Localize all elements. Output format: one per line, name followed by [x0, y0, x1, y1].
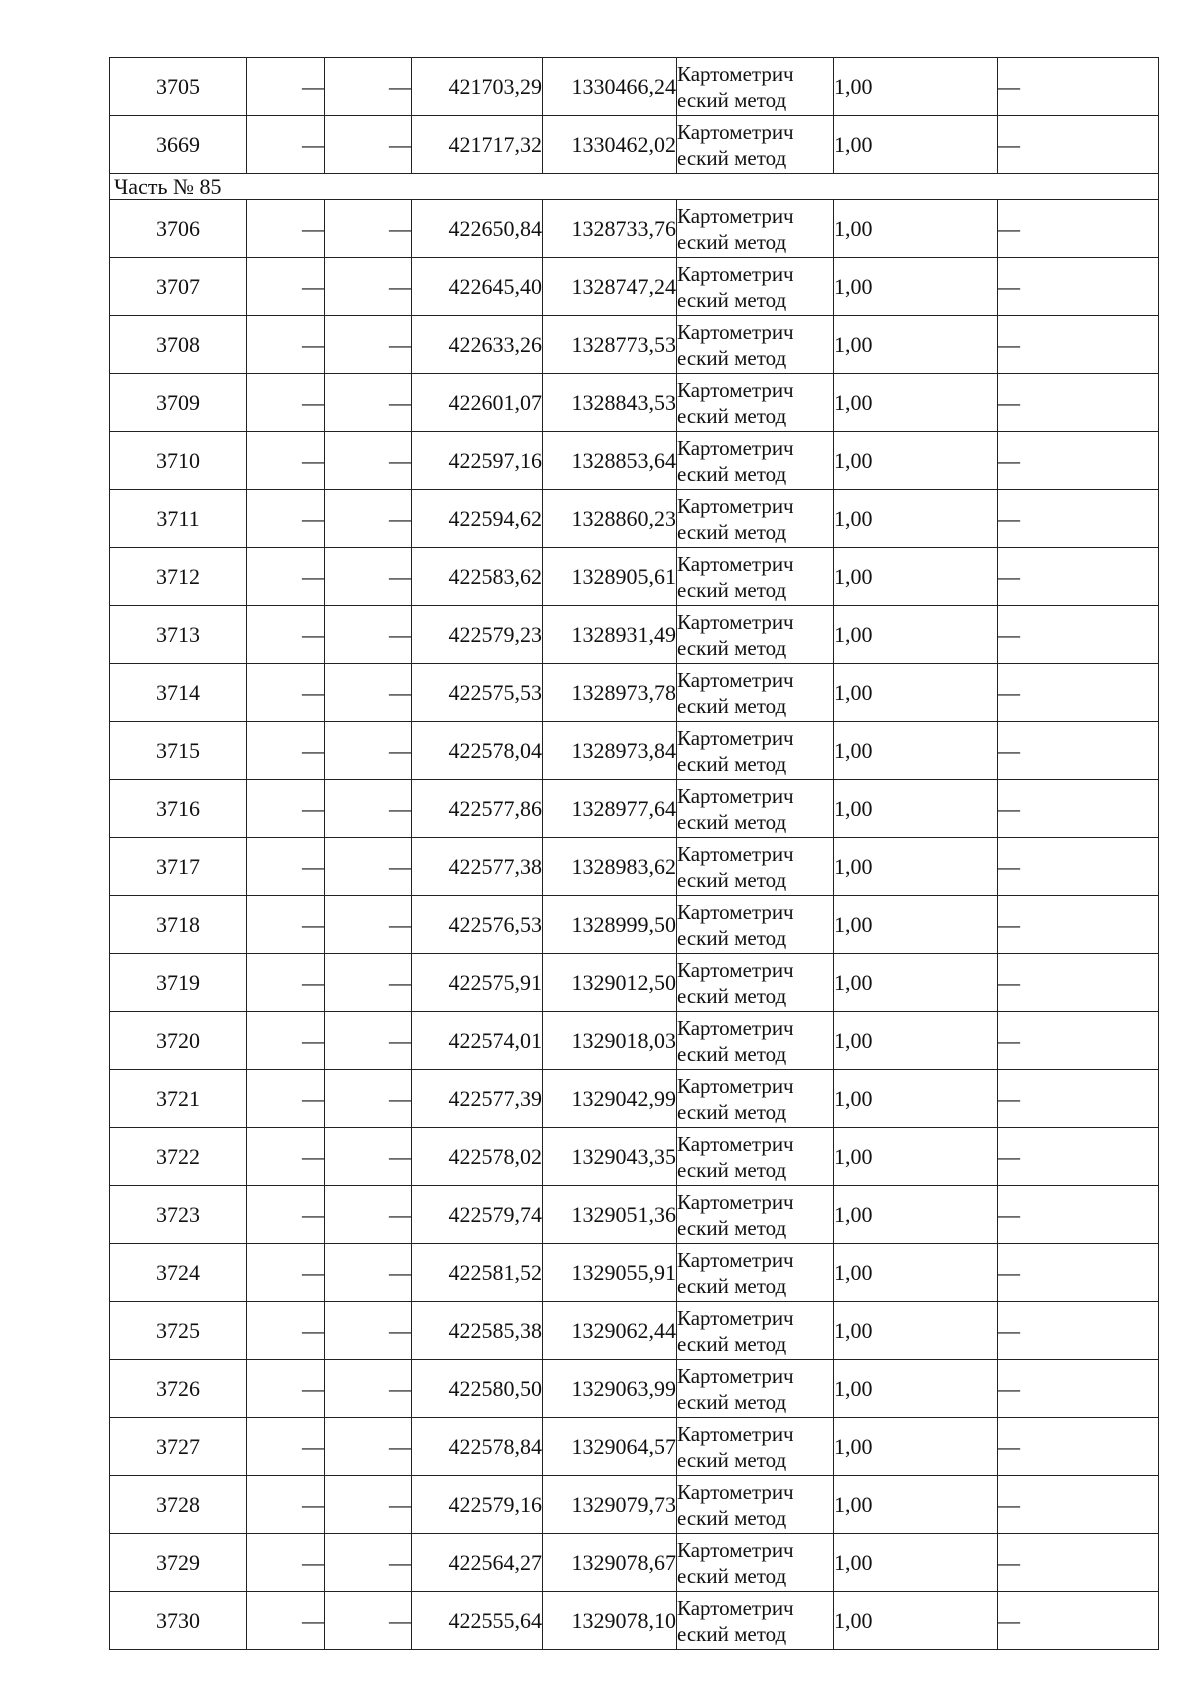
accuracy-cell: 1,00: [834, 1592, 998, 1650]
accuracy-cell: 1,00: [834, 116, 998, 174]
old-y-cell: —: [325, 548, 412, 606]
old-y-cell: —: [325, 258, 412, 316]
accuracy-cell: 1,00: [834, 838, 998, 896]
table-row: [110, 722, 1159, 780]
point-number-cell: 3730: [110, 1592, 247, 1650]
point-number-cell: 3721: [110, 1070, 247, 1128]
y-coordinate-cell: 1329055,91: [543, 1244, 677, 1302]
description-cell: —: [998, 1244, 1159, 1302]
table-row: [110, 1070, 1159, 1128]
y-coordinate-cell: 1329042,99: [543, 1070, 677, 1128]
description-cell: —: [998, 954, 1159, 1012]
description-cell: —: [998, 606, 1159, 664]
method-cell: Картометрич еский метод: [677, 664, 834, 722]
old-x-cell: —: [247, 1476, 325, 1534]
description-cell: —: [998, 1592, 1159, 1650]
old-y-cell: —: [325, 316, 412, 374]
description-cell: —: [998, 896, 1159, 954]
x-coordinate-cell: 422578,02: [412, 1128, 543, 1186]
method-cell: Картометрич еский метод: [677, 722, 834, 780]
part-label: Часть № 85: [110, 174, 1159, 200]
description-cell: —: [998, 1070, 1159, 1128]
point-number-cell: 3724: [110, 1244, 247, 1302]
old-x-cell: —: [247, 1244, 325, 1302]
x-coordinate-cell: 422633,26: [412, 316, 543, 374]
description-cell: —: [998, 1534, 1159, 1592]
method-cell: Картометрич еский метод: [677, 432, 834, 490]
table-row: [110, 548, 1159, 606]
x-coordinate-cell: 422564,27: [412, 1534, 543, 1592]
point-number-cell: 3705: [110, 58, 247, 116]
old-x-cell: —: [247, 548, 325, 606]
accuracy-cell: 1,00: [834, 1534, 998, 1592]
x-coordinate-cell: 422581,52: [412, 1244, 543, 1302]
old-y-cell: —: [325, 1592, 412, 1650]
description-cell: —: [998, 780, 1159, 838]
old-x-cell: —: [247, 200, 325, 258]
x-coordinate-cell: 422577,39: [412, 1070, 543, 1128]
method-cell: Картометрич еский метод: [677, 780, 834, 838]
x-coordinate-cell: 422579,74: [412, 1186, 543, 1244]
old-y-cell: —: [325, 1128, 412, 1186]
x-coordinate-cell: 422601,07: [412, 374, 543, 432]
y-coordinate-cell: 1328773,53: [543, 316, 677, 374]
point-number-cell: 3722: [110, 1128, 247, 1186]
x-coordinate-cell: 422577,86: [412, 780, 543, 838]
y-coordinate-cell: 1328999,50: [543, 896, 677, 954]
y-coordinate-cell: 1329018,03: [543, 1012, 677, 1070]
y-coordinate-cell: 1328983,62: [543, 838, 677, 896]
table-row: [110, 490, 1159, 548]
x-coordinate-cell: 422594,62: [412, 490, 543, 548]
accuracy-cell: 1,00: [834, 258, 998, 316]
accuracy-cell: 1,00: [834, 1476, 998, 1534]
x-coordinate-cell: 422555,64: [412, 1592, 543, 1650]
y-coordinate-cell: 1328747,24: [543, 258, 677, 316]
description-cell: —: [998, 1476, 1159, 1534]
y-coordinate-cell: 1329012,50: [543, 954, 677, 1012]
old-x-cell: —: [247, 1012, 325, 1070]
table-row: [110, 1186, 1159, 1244]
part-header-row: [110, 174, 1159, 200]
method-cell: Картометрич еский метод: [677, 1302, 834, 1360]
point-number-cell: 3669: [110, 116, 247, 174]
table-row: [110, 58, 1159, 116]
x-coordinate-cell: 422577,38: [412, 838, 543, 896]
table-row: [110, 1476, 1159, 1534]
method-cell: Картометрич еский метод: [677, 1418, 834, 1476]
x-coordinate-cell: 422585,38: [412, 1302, 543, 1360]
old-y-cell: —: [325, 1534, 412, 1592]
y-coordinate-cell: 1328973,78: [543, 664, 677, 722]
y-coordinate-cell: 1329043,35: [543, 1128, 677, 1186]
table-row: [110, 258, 1159, 316]
x-coordinate-cell: 422645,40: [412, 258, 543, 316]
old-y-cell: —: [325, 838, 412, 896]
accuracy-cell: 1,00: [834, 490, 998, 548]
table-row: [110, 896, 1159, 954]
x-coordinate-cell: 422597,16: [412, 432, 543, 490]
old-x-cell: —: [247, 116, 325, 174]
old-y-cell: —: [325, 606, 412, 664]
description-cell: —: [998, 1128, 1159, 1186]
point-number-cell: 3725: [110, 1302, 247, 1360]
point-number-cell: 3712: [110, 548, 247, 606]
old-x-cell: —: [247, 1418, 325, 1476]
method-cell: Картометрич еский метод: [677, 1128, 834, 1186]
x-coordinate-cell: 421703,29: [412, 58, 543, 116]
point-number-cell: 3710: [110, 432, 247, 490]
point-number-cell: 3716: [110, 780, 247, 838]
description-cell: —: [998, 1302, 1159, 1360]
accuracy-cell: 1,00: [834, 316, 998, 374]
x-coordinate-cell: 421717,32: [412, 116, 543, 174]
description-cell: —: [998, 664, 1159, 722]
table-row: [110, 838, 1159, 896]
description-cell: —: [998, 548, 1159, 606]
description-cell: —: [998, 1186, 1159, 1244]
method-cell: Картометрич еский метод: [677, 258, 834, 316]
method-cell: Картометрич еский метод: [677, 1012, 834, 1070]
accuracy-cell: 1,00: [834, 1302, 998, 1360]
y-coordinate-cell: 1328905,61: [543, 548, 677, 606]
x-coordinate-cell: 422578,04: [412, 722, 543, 780]
x-coordinate-cell: 422578,84: [412, 1418, 543, 1476]
accuracy-cell: 1,00: [834, 606, 998, 664]
y-coordinate-cell: 1329079,73: [543, 1476, 677, 1534]
description-cell: —: [998, 432, 1159, 490]
old-x-cell: —: [247, 1186, 325, 1244]
y-coordinate-cell: 1329062,44: [543, 1302, 677, 1360]
old-x-cell: —: [247, 1360, 325, 1418]
old-x-cell: —: [247, 1534, 325, 1592]
point-number-cell: 3726: [110, 1360, 247, 1418]
table-row: [110, 316, 1159, 374]
old-x-cell: —: [247, 722, 325, 780]
old-x-cell: —: [247, 896, 325, 954]
old-y-cell: —: [325, 896, 412, 954]
coordinates-table: [109, 57, 1159, 1650]
accuracy-cell: 1,00: [834, 374, 998, 432]
old-y-cell: —: [325, 490, 412, 548]
method-cell: Картометрич еский метод: [677, 1360, 834, 1418]
x-coordinate-cell: 422583,62: [412, 548, 543, 606]
x-coordinate-cell: 422579,16: [412, 1476, 543, 1534]
accuracy-cell: 1,00: [834, 1070, 998, 1128]
point-number-cell: 3715: [110, 722, 247, 780]
table-row: [110, 1012, 1159, 1070]
old-x-cell: —: [247, 1128, 325, 1186]
y-coordinate-cell: 1328733,76: [543, 200, 677, 258]
accuracy-cell: 1,00: [834, 1128, 998, 1186]
y-coordinate-cell: 1329063,99: [543, 1360, 677, 1418]
table-row: [110, 1302, 1159, 1360]
y-coordinate-cell: 1329051,36: [543, 1186, 677, 1244]
y-coordinate-cell: 1328860,23: [543, 490, 677, 548]
old-y-cell: —: [325, 200, 412, 258]
point-number-cell: 3713: [110, 606, 247, 664]
method-cell: Картометрич еский метод: [677, 1186, 834, 1244]
method-cell: Картометрич еский метод: [677, 1244, 834, 1302]
description-cell: —: [998, 1012, 1159, 1070]
coordinates-table-body: [110, 58, 1159, 1650]
x-coordinate-cell: 422579,23: [412, 606, 543, 664]
old-y-cell: —: [325, 1360, 412, 1418]
old-y-cell: —: [325, 1244, 412, 1302]
old-x-cell: —: [247, 316, 325, 374]
old-y-cell: —: [325, 374, 412, 432]
accuracy-cell: 1,00: [834, 1012, 998, 1070]
method-cell: Картометрич еский метод: [677, 490, 834, 548]
method-cell: Картометрич еский метод: [677, 58, 834, 116]
accuracy-cell: 1,00: [834, 1244, 998, 1302]
method-cell: Картометрич еский метод: [677, 1592, 834, 1650]
method-cell: Картометрич еский метод: [677, 316, 834, 374]
old-x-cell: —: [247, 1592, 325, 1650]
accuracy-cell: 1,00: [834, 1186, 998, 1244]
method-cell: Картометрич еский метод: [677, 374, 834, 432]
table-row: [110, 1418, 1159, 1476]
accuracy-cell: 1,00: [834, 200, 998, 258]
point-number-cell: 3719: [110, 954, 247, 1012]
y-coordinate-cell: 1328931,49: [543, 606, 677, 664]
table-row: [110, 1244, 1159, 1302]
x-coordinate-cell: 422580,50: [412, 1360, 543, 1418]
old-x-cell: —: [247, 374, 325, 432]
old-x-cell: —: [247, 606, 325, 664]
method-cell: Картометрич еский метод: [677, 1476, 834, 1534]
x-coordinate-cell: 422574,01: [412, 1012, 543, 1070]
point-number-cell: 3711: [110, 490, 247, 548]
method-cell: Картометрич еский метод: [677, 200, 834, 258]
table-row: [110, 606, 1159, 664]
point-number-cell: 3707: [110, 258, 247, 316]
old-y-cell: —: [325, 1302, 412, 1360]
accuracy-cell: 1,00: [834, 954, 998, 1012]
description-cell: —: [998, 722, 1159, 780]
accuracy-cell: 1,00: [834, 896, 998, 954]
table-row: [110, 1360, 1159, 1418]
accuracy-cell: 1,00: [834, 432, 998, 490]
description-cell: —: [998, 1418, 1159, 1476]
old-y-cell: —: [325, 1476, 412, 1534]
table-row: [110, 200, 1159, 258]
old-x-cell: —: [247, 838, 325, 896]
old-y-cell: —: [325, 1186, 412, 1244]
old-y-cell: —: [325, 954, 412, 1012]
point-number-cell: 3720: [110, 1012, 247, 1070]
point-number-cell: 3708: [110, 316, 247, 374]
old-x-cell: —: [247, 432, 325, 490]
method-cell: Картометрич еский метод: [677, 954, 834, 1012]
accuracy-cell: 1,00: [834, 1418, 998, 1476]
description-cell: —: [998, 200, 1159, 258]
old-y-cell: —: [325, 58, 412, 116]
table-row: [110, 780, 1159, 838]
old-x-cell: —: [247, 58, 325, 116]
old-y-cell: —: [325, 1070, 412, 1128]
method-cell: Картометрич еский метод: [677, 548, 834, 606]
method-cell: Картометрич еский метод: [677, 896, 834, 954]
old-x-cell: —: [247, 780, 325, 838]
point-number-cell: 3717: [110, 838, 247, 896]
x-coordinate-cell: 422575,53: [412, 664, 543, 722]
table-row: [110, 1534, 1159, 1592]
description-cell: —: [998, 116, 1159, 174]
point-number-cell: 3723: [110, 1186, 247, 1244]
description-cell: —: [998, 58, 1159, 116]
point-number-cell: 3728: [110, 1476, 247, 1534]
accuracy-cell: 1,00: [834, 780, 998, 838]
y-coordinate-cell: 1328853,64: [543, 432, 677, 490]
method-cell: Картометрич еский метод: [677, 1534, 834, 1592]
old-y-cell: —: [325, 1012, 412, 1070]
y-coordinate-cell: 1328977,64: [543, 780, 677, 838]
method-cell: Картометрич еский метод: [677, 116, 834, 174]
table-row: [110, 664, 1159, 722]
table-row: [110, 116, 1159, 174]
old-x-cell: —: [247, 1302, 325, 1360]
x-coordinate-cell: 422575,91: [412, 954, 543, 1012]
y-coordinate-cell: 1330462,02: [543, 116, 677, 174]
point-number-cell: 3706: [110, 200, 247, 258]
old-y-cell: —: [325, 432, 412, 490]
table-row: [110, 374, 1159, 432]
table-row: [110, 1592, 1159, 1650]
method-cell: Картометрич еский метод: [677, 838, 834, 896]
point-number-cell: 3729: [110, 1534, 247, 1592]
table-row: [110, 954, 1159, 1012]
description-cell: —: [998, 1360, 1159, 1418]
old-x-cell: —: [247, 490, 325, 548]
table-row: [110, 432, 1159, 490]
y-coordinate-cell: 1328973,84: [543, 722, 677, 780]
description-cell: —: [998, 490, 1159, 548]
point-number-cell: 3727: [110, 1418, 247, 1476]
point-number-cell: 3709: [110, 374, 247, 432]
point-number-cell: 3718: [110, 896, 247, 954]
accuracy-cell: 1,00: [834, 722, 998, 780]
y-coordinate-cell: 1328843,53: [543, 374, 677, 432]
y-coordinate-cell: 1329064,57: [543, 1418, 677, 1476]
method-cell: Картометрич еский метод: [677, 606, 834, 664]
accuracy-cell: 1,00: [834, 664, 998, 722]
accuracy-cell: 1,00: [834, 1360, 998, 1418]
old-y-cell: —: [325, 722, 412, 780]
x-coordinate-cell: 422650,84: [412, 200, 543, 258]
description-cell: —: [998, 374, 1159, 432]
description-cell: —: [998, 316, 1159, 374]
x-coordinate-cell: 422576,53: [412, 896, 543, 954]
old-y-cell: —: [325, 780, 412, 838]
table-row: [110, 1128, 1159, 1186]
old-y-cell: —: [325, 116, 412, 174]
old-x-cell: —: [247, 258, 325, 316]
old-x-cell: —: [247, 1070, 325, 1128]
method-cell: Картометрич еский метод: [677, 1070, 834, 1128]
description-cell: —: [998, 838, 1159, 896]
accuracy-cell: 1,00: [834, 548, 998, 606]
old-y-cell: —: [325, 1418, 412, 1476]
accuracy-cell: 1,00: [834, 58, 998, 116]
y-coordinate-cell: 1329078,67: [543, 1534, 677, 1592]
old-x-cell: —: [247, 954, 325, 1012]
point-number-cell: 3714: [110, 664, 247, 722]
y-coordinate-cell: 1330466,24: [543, 58, 677, 116]
old-x-cell: —: [247, 664, 325, 722]
old-y-cell: —: [325, 664, 412, 722]
description-cell: —: [998, 258, 1159, 316]
y-coordinate-cell: 1329078,10: [543, 1592, 677, 1650]
